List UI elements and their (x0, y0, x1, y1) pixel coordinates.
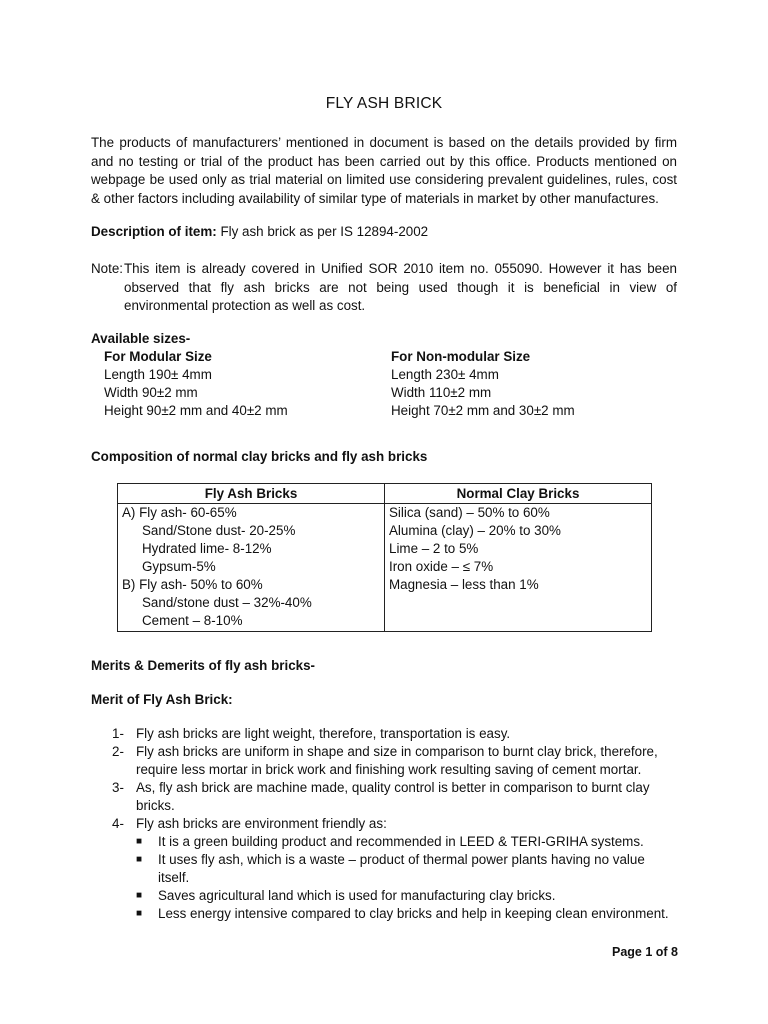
note-text: This item is already covered in Unified SOR 2010 item no. 055090. However it has been observed that fly ash bricks are not being used though it is beneficial in view of environmental protection as well as cost. (124, 261, 677, 313)
clay-composition-cell (385, 504, 652, 632)
list-item (112, 725, 677, 743)
bullet-text: It uses fly ash, which is a waste – product of thermal power plants having no value itself. (158, 852, 645, 885)
list-item-number: 3- (112, 780, 124, 795)
description-label: Description of item: (91, 224, 217, 239)
list-item-number: 4- (112, 816, 124, 831)
list-item (112, 743, 677, 779)
fly-ash-composition-line: A) Fly ash- 60-65% (122, 505, 237, 520)
note-label: Note: (91, 261, 124, 276)
list-item-number: 1- (112, 726, 124, 741)
table-row (118, 504, 652, 632)
non-modular-length: Length 230± 4mm (391, 367, 499, 382)
bullet-item (136, 905, 677, 923)
bullet-list (136, 833, 677, 923)
clay-composition-line: Magnesia – less than 1% (389, 577, 539, 592)
fly-ash-composition-line: Cement – 8-10% (142, 613, 243, 628)
bullet-item (136, 851, 677, 887)
merits-subheading: Merit of Fly Ash Brick: (91, 692, 233, 707)
list-item-text: Fly ash bricks are uniform in shape and size in comparison to burnt clay brick, therefore, require less mortar in brick work and finishing work resulting saving of cement mortar. (136, 744, 658, 777)
page-number: Page 1 of 8 (612, 945, 678, 959)
fly-ash-composition-line: Sand/Stone dust- 20-25% (142, 523, 296, 538)
list-item (112, 779, 677, 815)
non-modular-height: Height 70±2 mm and 30±2 mm (391, 403, 575, 418)
clay-composition-line: Lime – 2 to 5% (389, 541, 479, 556)
list-item (112, 815, 677, 923)
square-bullet-icon: ■ (136, 908, 143, 919)
header-fly-ash: Fly Ash Bricks (118, 484, 385, 504)
fly-ash-composition-line: B) Fly ash- 50% to 60% (122, 577, 263, 592)
bullet-text: It is a green building product and recommended in LEED & TERI-GRIHA systems. (158, 834, 644, 849)
list-item-text: Fly ash bricks are environment friendly as: (136, 816, 387, 831)
fly-ash-composition-cell (118, 504, 385, 632)
table-header-row (118, 484, 652, 504)
list-item-text: Fly ash bricks are light weight, therefore, transportation is easy. (136, 726, 511, 741)
sizes-heading: Available sizes- (91, 331, 191, 346)
modular-size-column (104, 348, 384, 420)
clay-composition-line: Alumina (clay) – 20% to 30% (389, 523, 561, 538)
composition-table (117, 483, 652, 632)
modular-width: Width 90±2 mm (104, 385, 198, 400)
clay-composition-line: Iron oxide – ≤ 7% (389, 559, 494, 574)
disclaimer-paragraph: The products of manufacturers’ mentioned in document is based on the details provided by firm and no testing or trial of the product has been carried out by this office. Products mentioned on webpage be used only as trial material on limited use considering prevalent guidelines, rules, cost & other factors including availability of similar type of materials in market by other manufactures. (91, 135, 677, 206)
modular-size-title: For Modular Size (104, 349, 212, 364)
merits-list (112, 725, 677, 923)
non-modular-size-column (391, 348, 671, 420)
square-bullet-icon: ■ (136, 890, 143, 901)
description-value: Fly ash brick as per IS 12894-2002 (216, 224, 429, 239)
list-item-number: 2- (112, 744, 124, 759)
modular-height: Height 90±2 mm and 40±2 mm (104, 403, 288, 418)
fly-ash-composition-line: Sand/stone dust – 32%-40% (142, 595, 312, 610)
modular-length: Length 190± 4mm (104, 367, 212, 382)
composition-heading: Composition of normal clay bricks and fly ash bricks (91, 449, 428, 464)
page-title: FLY ASH BRICK (325, 95, 443, 112)
fly-ash-composition-line: Gypsum-5% (142, 559, 216, 574)
bullet-item (136, 833, 677, 851)
bullet-item (136, 887, 677, 905)
square-bullet-icon: ■ (136, 836, 143, 847)
non-modular-width: Width 110±2 mm (391, 385, 492, 400)
non-modular-size-title: For Non-modular Size (391, 349, 531, 364)
merits-heading: Merits & Demerits of fly ash bricks- (91, 658, 315, 673)
header-clay: Normal Clay Bricks (385, 484, 652, 504)
clay-composition-line: Silica (sand) – 50% to 60% (389, 505, 550, 520)
bullet-text: Less energy intensive compared to clay bricks and help in keeping clean environment. (158, 906, 669, 921)
item-description (91, 223, 677, 241)
note-block (91, 260, 677, 316)
bullet-text: Saves agricultural land which is used for manufacturing clay bricks. (158, 888, 556, 903)
fly-ash-composition-line: Hydrated lime- 8-12% (142, 541, 272, 556)
square-bullet-icon: ■ (136, 854, 143, 865)
list-item-text: As, fly ash brick are machine made, quality control is better in comparison to burnt clay bricks. (136, 780, 650, 813)
